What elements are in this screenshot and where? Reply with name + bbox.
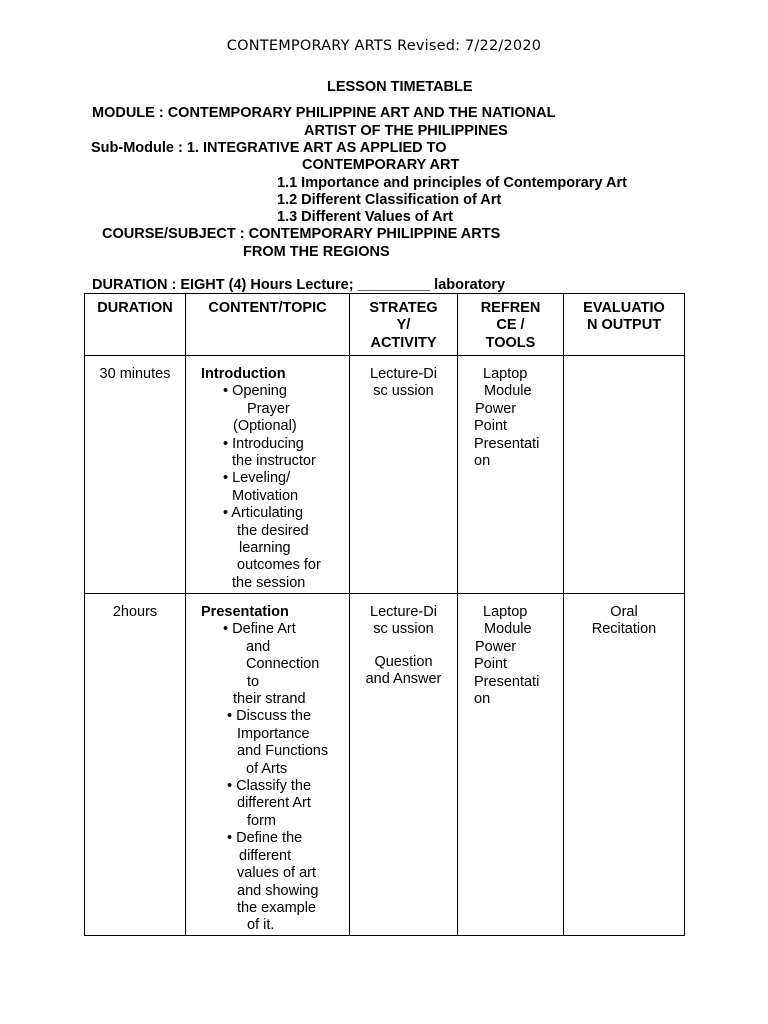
tools-cell — [458, 594, 564, 936]
header-line: Y/ — [396, 317, 411, 334]
submodule-line-2: CONTEMPORARY ART — [302, 157, 460, 173]
tools-line: on — [474, 453, 491, 470]
tools-line: Laptop — [483, 366, 528, 382]
evaluation-line: Oral — [610, 604, 638, 620]
submodule-topic-3: 1.3 Different Values of Art — [277, 209, 453, 225]
duration-cell — [85, 594, 186, 936]
content-line: (Optional) — [233, 418, 297, 435]
tools-line: Power — [475, 638, 517, 655]
content-line: • Define the — [227, 830, 303, 847]
tools-line: Presentati — [474, 673, 540, 690]
content-line: • Opening — [223, 383, 287, 400]
header-line: REFREN — [480, 300, 541, 316]
table-row — [85, 594, 685, 936]
content-line: • Discuss the — [227, 708, 312, 725]
content-line: the instructor — [232, 453, 316, 470]
content-cell — [186, 356, 350, 594]
strategy-cell — [350, 594, 458, 936]
content-line: and showing — [237, 882, 319, 899]
header-line: N OUTPUT — [586, 317, 662, 334]
header-duration — [85, 294, 186, 356]
header-reference-tools — [458, 294, 564, 356]
tools-line: Power — [475, 400, 517, 417]
lesson-title: LESSON TIMETABLE — [327, 79, 473, 95]
tools-line: Point — [474, 418, 508, 435]
strategy-cell — [350, 356, 458, 594]
module-line-2: ARTIST OF THE PHILIPPINES — [304, 123, 508, 139]
content-cell — [186, 594, 350, 936]
content-line: Importance — [237, 725, 310, 742]
strategy-line: and Answer — [365, 671, 442, 688]
duration-value: 2hours — [112, 604, 158, 620]
content-line: • Articulating — [223, 505, 304, 522]
content-line: of Arts — [246, 760, 288, 777]
content-line: the desired — [237, 522, 309, 539]
tools-line: Presentati — [474, 435, 540, 452]
evaluation-line: Recitation — [591, 621, 657, 638]
header-line: DURATION — [97, 300, 173, 316]
course-line-1: COURSE/SUBJECT : CONTEMPORARY PHILIPPINE ARTS — [102, 226, 501, 242]
evaluation-cell — [564, 594, 685, 936]
header-line: ACTIVITY — [370, 334, 437, 351]
content-line: to — [247, 673, 260, 690]
evaluation-cell — [564, 356, 685, 594]
content-line: the session — [232, 574, 306, 591]
running-head: CONTEMPORARY ARTS Revised: 7/22/2020 — [226, 38, 542, 54]
tools-line: on — [474, 691, 491, 708]
duration-value: 30 minutes — [99, 366, 171, 382]
content-line: • Define Art — [223, 621, 296, 638]
content-line: different — [239, 847, 292, 864]
tools-line: Point — [474, 656, 508, 673]
duration-cell — [85, 356, 186, 594]
content-title: Presentation — [201, 604, 289, 620]
content-line: of it. — [247, 917, 275, 934]
header-evaluation-output — [564, 294, 685, 356]
content-line: Prayer — [247, 400, 290, 417]
table-header-row — [85, 294, 685, 356]
content-line: • Introducing — [223, 435, 304, 452]
content-line: and — [246, 638, 271, 655]
submodule-topic-2: 1.2 Different Classification of Art — [277, 192, 502, 208]
header-line: CE / — [496, 317, 525, 334]
strategy-line: Lecture-Di — [370, 604, 437, 620]
course-line-2: FROM THE REGIONS — [243, 244, 390, 260]
tools-line: Module — [484, 383, 532, 400]
header-line: EVALUATIO — [583, 300, 665, 316]
duration-line: DURATION : EIGHT (4) Hours Lecture; _________ laboratory — [92, 277, 506, 293]
tools-line: Module — [484, 621, 532, 638]
strategy-line: Question — [374, 653, 433, 670]
header-line: CONTENT/TOPIC — [208, 300, 327, 316]
content-line: • Classify the — [227, 778, 312, 795]
header-strategy-activity — [350, 294, 458, 356]
strategy-line: sc ussion — [373, 621, 434, 638]
content-line: their strand — [233, 691, 306, 708]
submodule-topic-1: 1.1 Importance and principles of Contemporary Art — [277, 175, 627, 191]
lesson-timetable — [84, 293, 685, 936]
content-title: Introduction — [201, 366, 286, 382]
submodule-line-1: Sub-Module : 1. INTEGRATIVE ART AS APPLIED TO — [91, 140, 447, 156]
content-line: form — [247, 812, 276, 829]
strategy-line: Lecture-Di — [370, 366, 437, 382]
table-row — [85, 356, 685, 594]
header-content-topic — [186, 294, 350, 356]
tools-cell — [458, 356, 564, 594]
strategy-line: sc ussion — [373, 383, 434, 400]
content-line: values of art — [237, 865, 316, 882]
module-line-1: MODULE : CONTEMPORARY PHILIPPINE ART AND THE NATIONAL — [92, 105, 556, 121]
content-line: Motivation — [232, 487, 299, 504]
header-line: TOOLS — [485, 334, 536, 351]
content-line: the example — [237, 899, 316, 916]
content-line: learning — [239, 540, 291, 557]
content-line: different Art — [237, 795, 311, 812]
content-line: Connection — [246, 656, 320, 673]
strategy-spacer — [350, 639, 457, 654]
content-line: outcomes for — [237, 557, 321, 574]
tools-line: Laptop — [483, 604, 528, 620]
header-line: STRATEG — [369, 300, 438, 316]
content-line: and Functions — [237, 743, 329, 760]
content-line: • Leveling/ — [223, 470, 291, 487]
